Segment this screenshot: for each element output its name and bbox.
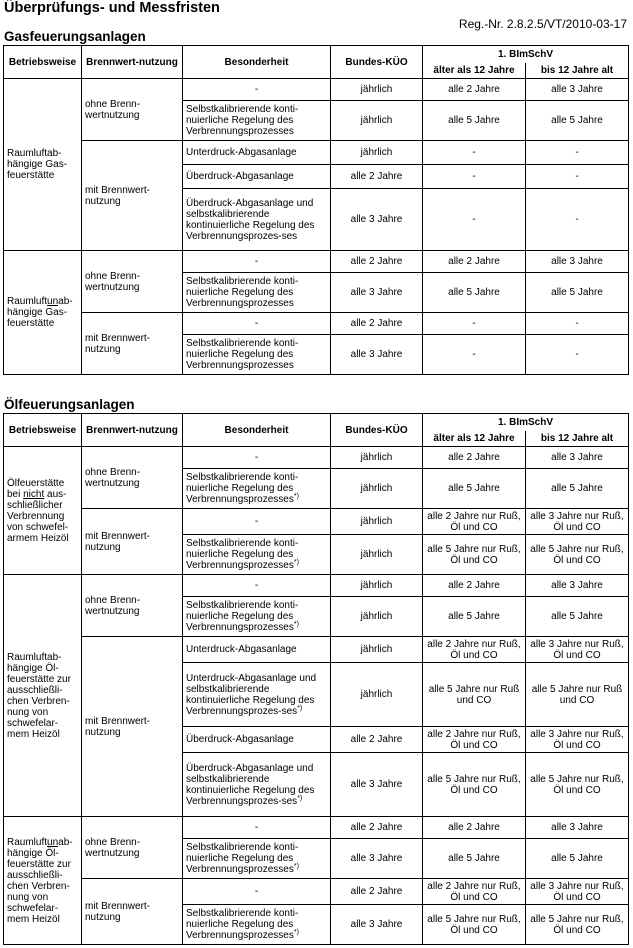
page-title: Überprüfungs- und Messfristen: [4, 0, 220, 16]
table-row: [4, 313, 629, 335]
besonderheit-cell: Überdruck-Abgasanlage: [183, 165, 331, 189]
footnote-mark: *): [297, 794, 303, 802]
aelter-cell: alle 2 Jahre: [423, 79, 526, 101]
registration-number: Reg.-Nr. 2.8.2.5/VT/2010-03-17: [458, 17, 627, 31]
bis12-cell: alle 3 Jahre: [526, 575, 629, 597]
besonderheit-cell: -: [183, 817, 331, 839]
kuo-cell: alle 2 Jahre: [331, 817, 423, 839]
besonderheit-cell: -: [183, 79, 331, 101]
aelter-cell: alle 2 Jahre: [423, 447, 526, 469]
table-row: [4, 447, 629, 469]
bis12-cell: alle 5 Jahre nur Ruß, Öl und CO: [526, 905, 629, 945]
header-besonderheit: Besonderheit: [183, 46, 331, 79]
kuo-cell: alle 3 Jahre: [331, 753, 423, 817]
table-row: [4, 79, 629, 101]
subgroup-label: mit Brennwert-nutzung: [82, 141, 183, 251]
table-row: [4, 817, 629, 839]
aelter-cell: alle 2 Jahre nur Ruß, Öl und CO: [423, 727, 526, 753]
bis12-cell: -: [526, 189, 629, 251]
group-label: Ölfeuerstätte bei nicht aus-schließlicher Verbrennung von schwefel-armem Heizöl: [4, 447, 82, 575]
kuo-cell: alle 3 Jahre: [331, 839, 423, 879]
besonderheit-cell: Überdruck-Abgasanlage und selbstkalibrierende kontinuierliche Regelung des Verbrennungsprozes-ses: [183, 189, 331, 251]
subgroup-label: mit Brennwert-nutzung: [82, 637, 183, 817]
kuo-cell: jährlich: [331, 469, 423, 509]
kuo-cell: jährlich: [331, 637, 423, 663]
besonderheit-cell: Selbstkalibrierende konti-nuierliche Regelung des Verbrennungsprozesses*): [183, 469, 331, 509]
aelter-cell: alle 5 Jahre: [423, 101, 526, 141]
kuo-cell: jährlich: [331, 535, 423, 575]
aelter-cell: alle 5 Jahre: [423, 273, 526, 313]
kuo-cell: alle 2 Jahre: [331, 727, 423, 753]
subgroup-label: mit Brennwert-nutzung: [82, 313, 183, 375]
subgroup-label: mit Brennwert-nutzung: [82, 879, 183, 945]
oil-table: [3, 413, 629, 945]
aelter-cell: alle 2 Jahre: [423, 817, 526, 839]
bis12-cell: alle 3 Jahre nur Ruß, Öl und CO: [526, 509, 629, 535]
besonderheit-cell: -: [183, 879, 331, 905]
footnote-mark: *): [297, 704, 303, 712]
header-bis12: bis 12 Jahre alt: [526, 431, 629, 447]
kuo-cell: jährlich: [331, 509, 423, 535]
table-row: [4, 251, 629, 273]
kuo-cell: alle 2 Jahre: [331, 313, 423, 335]
footnote-mark: *): [293, 863, 299, 870]
bis12-cell: alle 5 Jahre: [526, 597, 629, 637]
header-betriebsweise: Betriebsweise: [4, 414, 82, 447]
aelter-cell: alle 5 Jahre nur Ruß, Öl und CO: [423, 753, 526, 817]
besonderheit-cell: Unterdruck-Abgasanlage: [183, 141, 331, 165]
besonderheit-cell: -: [183, 251, 331, 273]
aelter-cell: alle 5 Jahre: [423, 469, 526, 509]
footnote-mark: *): [293, 493, 299, 500]
besonderheit-cell: Selbstkalibrierende konti-nuierliche Regelung des Verbrennungsprozesses: [183, 335, 331, 375]
besonderheit-cell: Überdruck-Abgasanlage und selbstkalibrierende kontinuierliche Regelung des Verbrennungsprozes-ses*): [183, 753, 331, 817]
group-label: Raumluftunab-hängige Gas-feuerstätte: [4, 251, 82, 375]
besonderheit-cell: Unterdruck-Abgasanlage: [183, 637, 331, 663]
bis12-cell: alle 5 Jahre nur Ruß, Öl und CO: [526, 753, 629, 817]
header-aelter: älter als 12 Jahre: [423, 63, 526, 79]
besonderheit-cell: Selbstkalibrierende konti-nuierliche Regelung des Verbrennungsprozesses*): [183, 535, 331, 575]
bis12-cell: -: [526, 313, 629, 335]
aelter-cell: -: [423, 335, 526, 375]
header-brennwertnutzung: Brennwert-nutzung: [82, 414, 183, 447]
header-bundes-kuo: Bundes-KÜO: [331, 414, 423, 447]
header-bis12: bis 12 Jahre alt: [526, 63, 629, 79]
aelter-cell: alle 2 Jahre nur Ruß, Öl und CO: [423, 637, 526, 663]
group-label: Raumluftunab-hängige Öl-feuerstätte zur ausschließli-chen Verbren-nung von schwefelar-mem Heizöl: [4, 817, 82, 945]
subgroup-label: ohne Brenn-wertnutzung: [82, 79, 183, 141]
aelter-cell: -: [423, 313, 526, 335]
aelter-cell: alle 5 Jahre: [423, 597, 526, 637]
bis12-cell: -: [526, 335, 629, 375]
besonderheit-cell: -: [183, 447, 331, 469]
kuo-cell: alle 3 Jahre: [331, 189, 423, 251]
kuo-cell: jährlich: [331, 141, 423, 165]
kuo-cell: jährlich: [331, 597, 423, 637]
header-brennwertnutzung: Brennwert-nutzung: [82, 46, 183, 79]
bis12-cell: alle 3 Jahre: [526, 251, 629, 273]
aelter-cell: alle 2 Jahre nur Ruß, Öl und CO: [423, 879, 526, 905]
kuo-cell: alle 3 Jahre: [331, 273, 423, 313]
bis12-cell: alle 5 Jahre nur Ruß, Öl und CO: [526, 535, 629, 575]
aelter-cell: alle 5 Jahre: [423, 839, 526, 879]
bis12-cell: alle 5 Jahre nur Ruß und CO: [526, 663, 629, 727]
bis12-cell: alle 5 Jahre: [526, 273, 629, 313]
besonderheit-cell: Selbstkalibrierende konti-nuierliche Regelung des Verbrennungsprozesses*): [183, 597, 331, 637]
besonderheit-cell: Selbstkalibrierende konti-nuierliche Regelung des Verbrennungsprozesses*): [183, 839, 331, 879]
footnote-mark: *): [293, 929, 299, 936]
kuo-cell: jährlich: [331, 447, 423, 469]
bis12-cell: -: [526, 141, 629, 165]
aelter-cell: alle 2 Jahre: [423, 575, 526, 597]
footnote-mark: *): [293, 621, 299, 628]
aelter-cell: alle 5 Jahre nur Ruß, Öl und CO: [423, 905, 526, 945]
subgroup-label: ohne Brenn-wertnutzung: [82, 251, 183, 313]
besonderheit-cell: -: [183, 313, 331, 335]
kuo-cell: alle 2 Jahre: [331, 165, 423, 189]
bis12-cell: alle 3 Jahre nur Ruß, Öl und CO: [526, 727, 629, 753]
kuo-cell: jährlich: [331, 575, 423, 597]
aelter-cell: -: [423, 165, 526, 189]
kuo-cell: jährlich: [331, 101, 423, 141]
bis12-cell: alle 3 Jahre nur Ruß, Öl und CO: [526, 879, 629, 905]
header-betriebsweise: Betriebsweise: [4, 46, 82, 79]
bis12-cell: alle 5 Jahre: [526, 101, 629, 141]
besonderheit-cell: Selbstkalibrierende konti-nuierliche Regelung des Verbrennungsprozesses: [183, 273, 331, 313]
subgroup-label: ohne Brenn-wertnutzung: [82, 575, 183, 637]
table-row: [4, 879, 629, 905]
subgroup-label: ohne Brenn-wertnutzung: [82, 447, 183, 509]
kuo-cell: jährlich: [331, 663, 423, 727]
bis12-cell: alle 3 Jahre: [526, 79, 629, 101]
aelter-cell: -: [423, 141, 526, 165]
aelter-cell: alle 5 Jahre nur Ruß, Öl und CO: [423, 535, 526, 575]
group-label: Raumluftab-hängige Öl-feuerstätte zur ausschließli-chen Verbren-nung von schwefelar-mem Heizöl: [4, 575, 82, 817]
besonderheit-cell: Selbstkalibrierende konti-nuierliche Regelung des Verbrennungsprozesses*): [183, 905, 331, 945]
aelter-cell: alle 2 Jahre nur Ruß, Öl und CO: [423, 509, 526, 535]
aelter-cell: alle 5 Jahre nur Ruß und CO: [423, 663, 526, 727]
besonderheit-cell: Unterdruck-Abgasanlage und selbstkalibrierende kontinuierliche Regelung des Verbrennungsprozes-ses*): [183, 663, 331, 727]
footnote-mark: *): [293, 559, 299, 566]
header-bundes-kuo: Bundes-KÜO: [331, 46, 423, 79]
besonderheit-cell: -: [183, 575, 331, 597]
header-blmschv: 1. BImSchV: [423, 46, 629, 63]
gas-section-title: Gasfeuerungsanlagen: [4, 29, 146, 44]
bis12-cell: -: [526, 165, 629, 189]
subgroup-label: ohne Brenn-wertnutzung: [82, 817, 183, 879]
subgroup-label: mit Brennwert-nutzung: [82, 509, 183, 575]
aelter-cell: alle 2 Jahre: [423, 251, 526, 273]
kuo-cell: alle 2 Jahre: [331, 251, 423, 273]
bis12-cell: alle 5 Jahre: [526, 839, 629, 879]
table-row: [4, 637, 629, 663]
table-row: [4, 141, 629, 165]
kuo-cell: alle 3 Jahre: [331, 335, 423, 375]
bis12-cell: alle 3 Jahre: [526, 447, 629, 469]
gas-table: [3, 45, 629, 375]
bis12-cell: alle 5 Jahre: [526, 469, 629, 509]
table-row: [4, 575, 629, 597]
aelter-cell: -: [423, 189, 526, 251]
bis12-cell: alle 3 Jahre: [526, 817, 629, 839]
group-label: Raumluftab-hängige Gas-feuerstätte: [4, 79, 82, 251]
besonderheit-cell: Selbstkalibrierende konti-nuierliche Regelung des Verbrennungsprozesses: [183, 101, 331, 141]
header-aelter: älter als 12 Jahre: [423, 431, 526, 447]
kuo-cell: alle 2 Jahre: [331, 879, 423, 905]
kuo-cell: jährlich: [331, 79, 423, 101]
kuo-cell: alle 3 Jahre: [331, 905, 423, 945]
table-row: [4, 509, 629, 535]
header-blmschv: 1. BImSchV: [423, 414, 629, 431]
header-besonderheit: Besonderheit: [183, 414, 331, 447]
bis12-cell: alle 3 Jahre nur Ruß, Öl und CO: [526, 637, 629, 663]
besonderheit-cell: Überdruck-Abgasanlage: [183, 727, 331, 753]
oil-section-title: Ölfeuerungsanlagen: [4, 397, 135, 412]
besonderheit-cell: -: [183, 509, 331, 535]
